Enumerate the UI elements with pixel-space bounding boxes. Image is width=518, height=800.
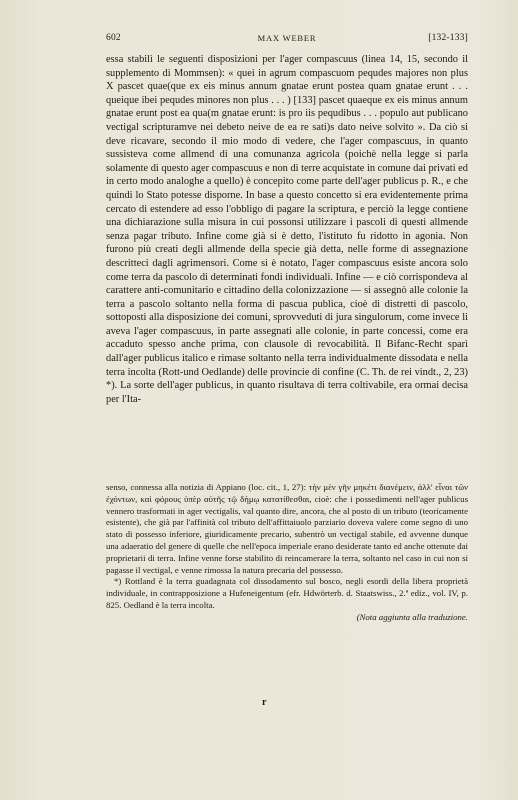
page-number: 602 [106,33,121,43]
printer-mark: r [262,697,267,708]
footnote-continuation: senso, connessa alla notizia di Appiano (loc. cit., 1, 27): τὴν μὲν γῆν μηκέτι διανέμειν, ἀλλ' εἶναι τῶν ἐχόντων, καὶ φόρους ὑπὲρ αὐτῆς τῷ δήμῳ κατατίθεσθαι, cioè: che i possedimenti nell'ager publicus vennero trasformati in ager vectigalis, val quanto dire, ancora, che al posto di un tributo (teoricamente esistente), che già par l'affinità col tributo dell'affittaiuolo parziario doveva valere come segno di uno stato di possesso inferiore, giuridicamente precario, subentrò un vectigal stabile, ed avvenne dunque una adaeratio del genere di quelle che nell'epoca imperiale erano desiderate tanto ed anche ottenute dai proprietarii di terra. Infine venne forse stabilito di reincamerare la terra, soltanto nel caso in cui non si pagasse il vectigal, e venne rimossa la natura precaria del possesso. [106,482,468,575]
body-paragraph: essa stabilì le seguenti disposizioni per l'ager compascuus (linea 14, 15, secondo il supplemento di Mommsen): « quei in agrum compascuom pequdes majores non plus X pascet quae(que ex eis minus annum gnatae erunt postea quam gnatae erunt . . . queique ibei pequdes minores non plus . . . ) [133] pascet quaeque ex eis minus annum gnatae erunt post ea qua(m gnatae erunt: is pro iis pequdibus . . . populo aut publicano vectigal scripturamve nei debeto neive de ea re sati)s dato neive solvito ». Da ciò si deve ricavare, secondo il mio modo di vedere, che l'ager compascuus, in quanto sussisteva come allmend di una comunanza agricola (poichè nella legge si parla solamente di questo ager compascuus e non di terre acquistate in comune dai privati ed in certo modo analoghe a quello) è concepito come parte dell'ager publicus p. R., e che quindi lo Stato potesse disporne. In base a questo concetto si era evidentemente prima cercato di estendere ad esso l'obbligo di pagare la scriptura, e perciò la legge contiene una dichiarazione sulla misura in cui possonsi utilizzare i pascoli di questi allmende senza pagar tributo. Infine come già si è detto, l'istituto fu ridotto in agonia. Non furono più creati degli allmende della specie già detta, nelle forme di assegnazione descritteci dagli agrimensori. Come si è notato, l'ager compascuus esiste ancora solo come terra da pascolo di determinati fondi individuali. Infine — e ciò corrispondeva al carattere anti-comunitario e cittadino della colonizzazione — si assegnò alle colonie la terra a pascolo soltanto nella forma di pascua publica, cioè di distretti di pascolo, sottoposti alla disposizione dei comuni, sprovveduti di jura singulorum, come invece li aveva l'ager compascuus, in parte assegnati alle colonie, in parte concessi, come era accaduto spesso anche prima, con clausole di revocabilità. Il Bifanc-Recht sparì dall'ager publicus italico e rimase soltanto nella terra individualmente dissodata e nella terra incolta (Rott-und Oedlande) delle provincie di confine (C. Th. de rei vindt., 2, 23) *). La sorte dell'ager publicus, in quanto risultava di terra coltivabile, era ormai decisa per l'Ita- [106,54,468,405]
page-reference: [132-133] [428,33,468,43]
footnotes [106,482,468,624]
running-author: MAX WEBER [257,33,317,43]
translation-note: (Nota aggiunta alla traduzione. [356,611,468,622]
footnote-star: *) Rottland è la terra guadagnata col dissodamento sul bosco, negli esordi della libera proprietà individuale, in contrapposizione a Hufeneigentum (efr. Hdwörterb. d. Staatswiss., 2.ª ediz., vol. IV, p. 825. Oedland è la terra incolta. [106,576,468,610]
main-text [106,53,468,406]
